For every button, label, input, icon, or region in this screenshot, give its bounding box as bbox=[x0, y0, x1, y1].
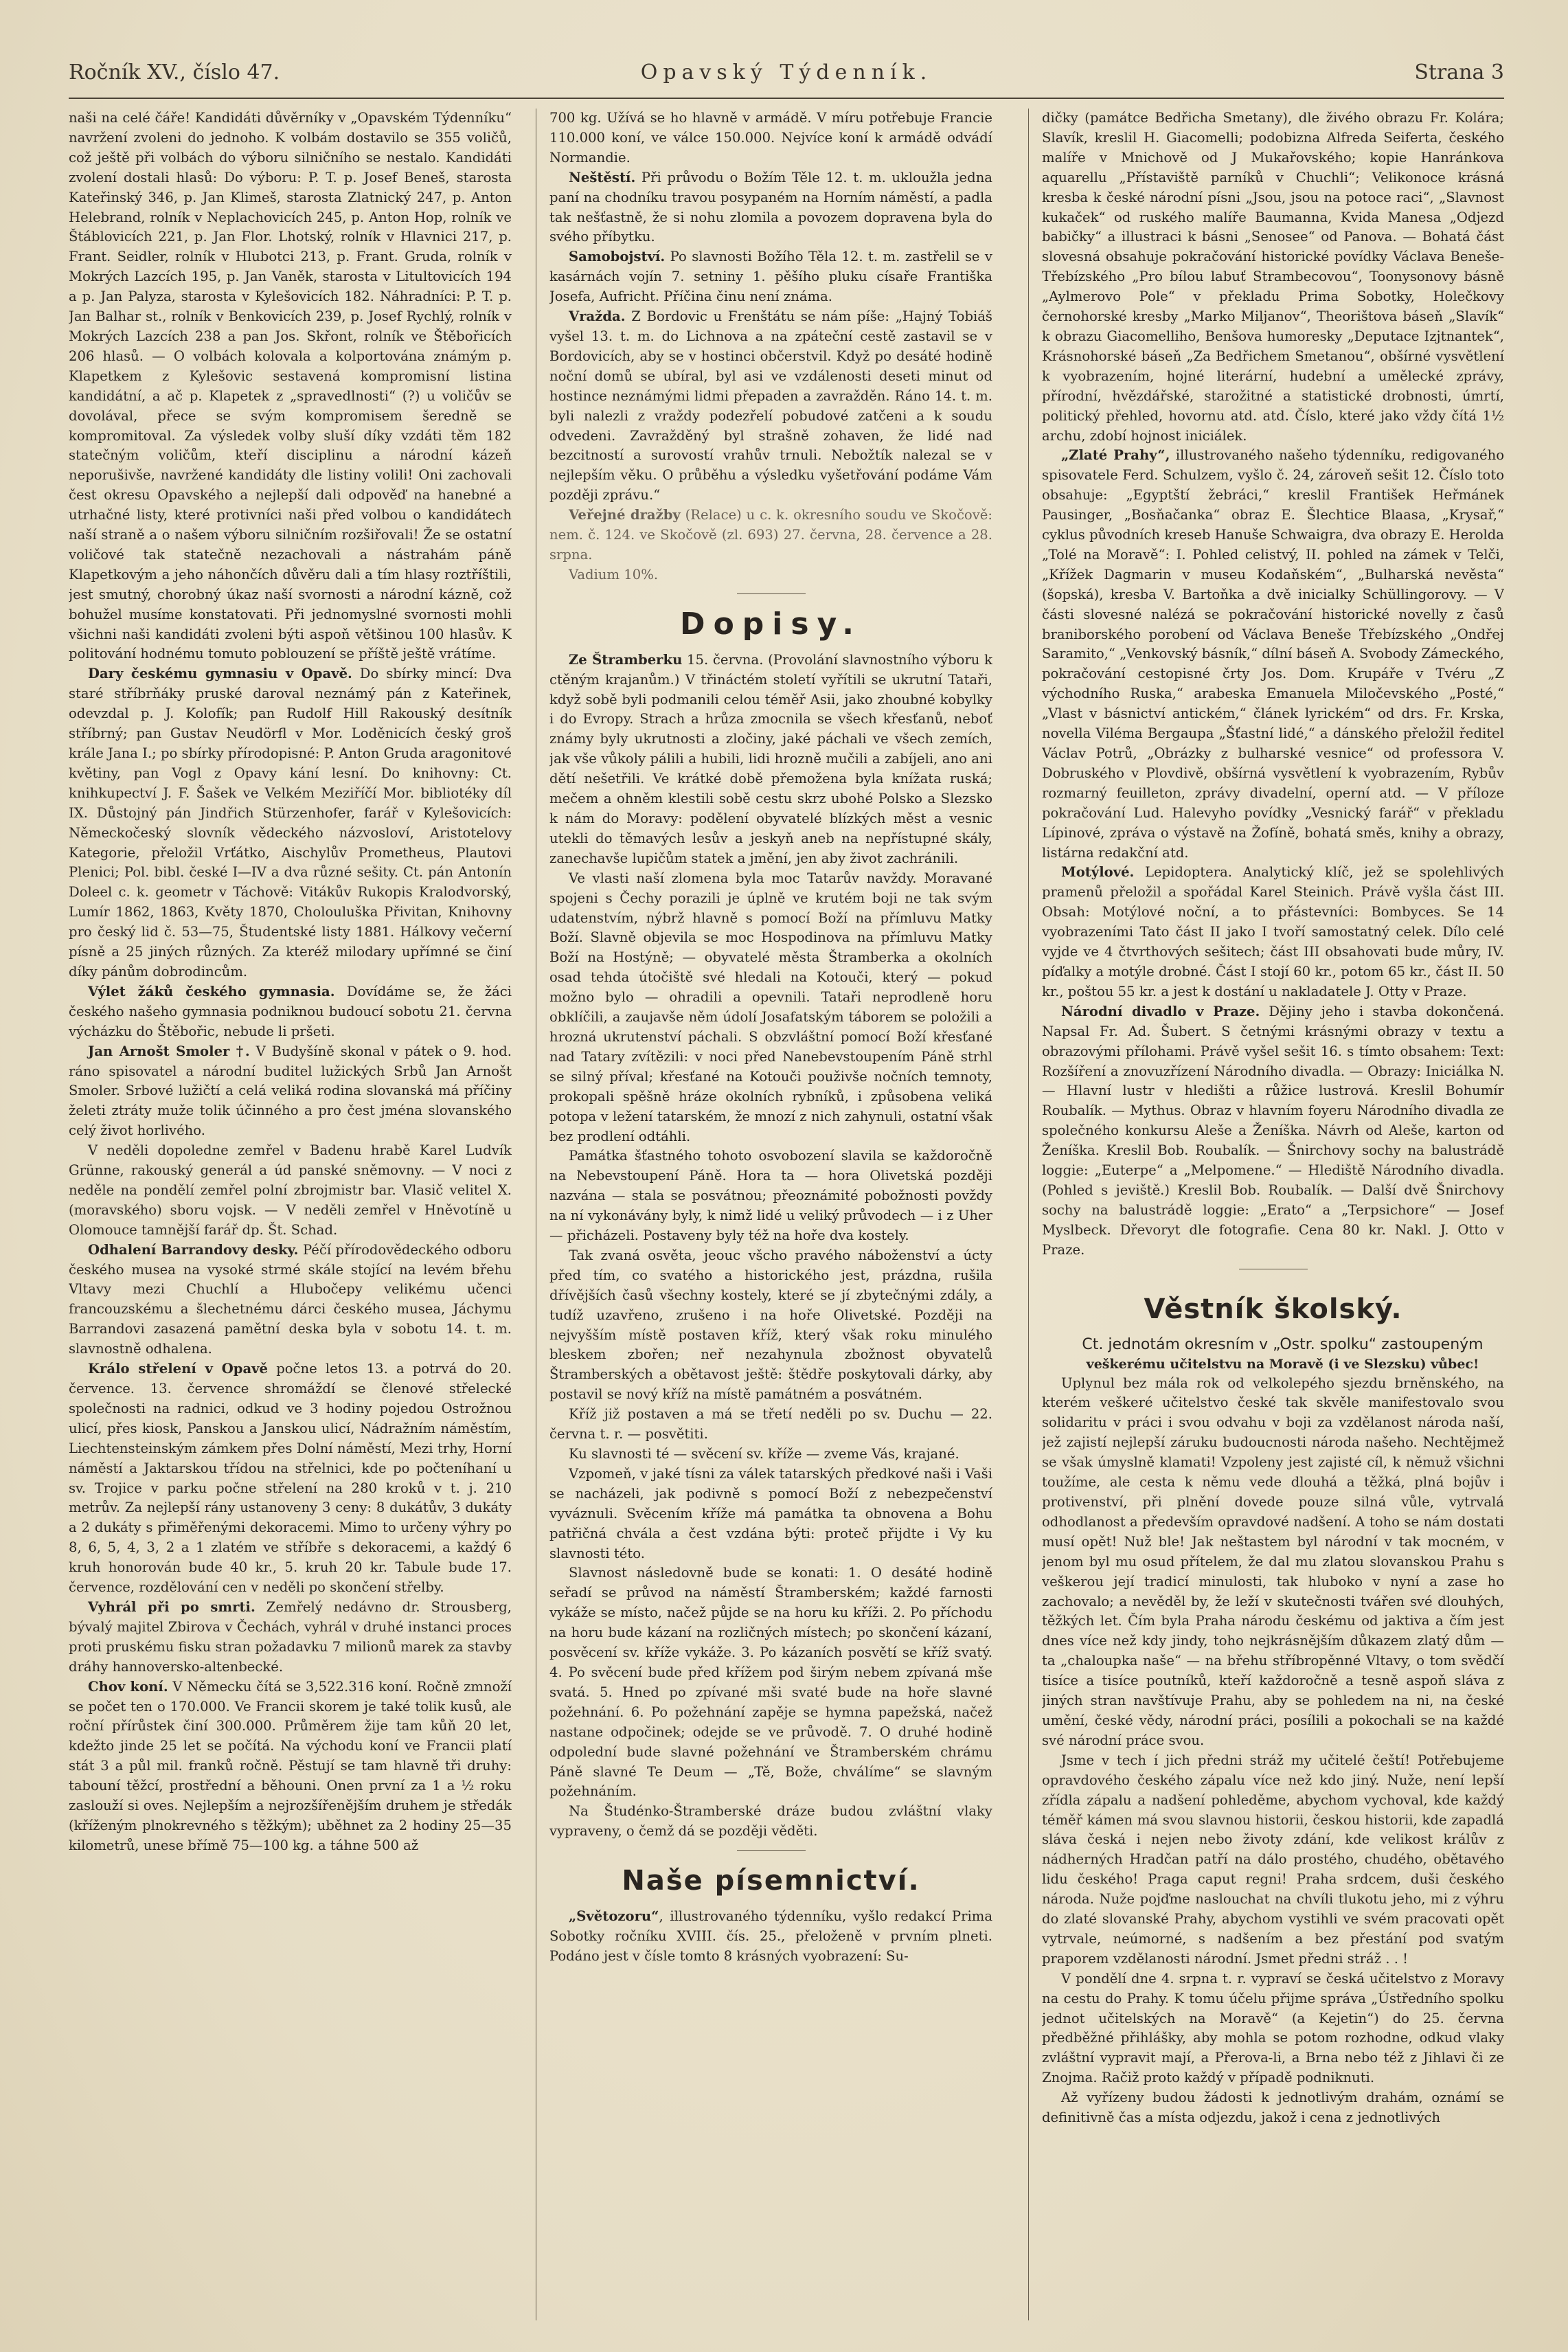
article-text: Jsme v tech í jich předni stráž my učitelé čeští! Potřebujeme opravdového českého zápalu více než kdo jiný. Nuže, není lepší zřídla zápalu a nadšení pohleděme, abychom vychoval, kde každý téměř kámen má svou slavnou historii, českou historii, kde zapadlá sláva česká i nejen nebo životy zdání, kde velikost králův z nádherných Hradčan patří na dálo prostého, chudého, obětavého lidu českého! Praga caput regni! Praha srdcem, duši českého národa. Nuže pojďme naslouchat na chvíli tlukotu jeho, mi z výhru do zlaté slovanské Prahy, abychom vystihli ve svém pracovati opět vytrvale, neúmorné, s nadšením a bez přestání pod svatým praporem vzdělanosti národní. Jsmet předni stráž . . ! bbox=[1042, 1752, 1504, 1967]
article-text: počne letos 13. a potrvá do 20. července. 13. července shromáždí se členové střelecké společnosti na radnici, odkud ve 3 hodiny pojedou Ostrožnou ulicí, přes kiosk, Panskou a Janskou ulicí, Nádražním náměstím, Liechtensteinským zámkem přes Dolní náměstí, Mezi trhy, Horní náměstí a Jaktarskou třídou na střelnici, kde po počteníhaní u sv. Trojice v parku počne střelení na 280 kroků v t. j. 210 metrův. Za nejlepší rány ustanoveny 3 ceny: 8 dukátův, 3 dukáty a 2 dukáty s přiměřenými dekoracemi. Mimo to určeny výhry po 8, 6, 5, 4, 3, 2 a 1 zlatém ve stříbře s dekoracemi, a každý 6 kruh honorován bude 40 kr., 5. kruh 20 kr. Tabule bude 17. července, rozdělování cen v neděli po skončení střelby. bbox=[69, 1361, 512, 1596]
article-text: Po slavnosti Božího Těla 12. t. m. zastřelil se v kasárnách vojín 7. setniny 1. pěšího pluku císaře Františka Josefa, Aufricht. Příčina činu není známa. bbox=[549, 249, 992, 305]
article-paragraph bbox=[69, 109, 512, 664]
dopisy-heading: Dopisy. bbox=[680, 606, 862, 642]
article-paragraph bbox=[69, 982, 512, 1042]
article-text: Vadium 10%. bbox=[569, 566, 659, 583]
article-paragraph bbox=[549, 565, 992, 585]
column-divider bbox=[1028, 109, 1029, 2320]
article-text: Až vyřízeny budou žádosti k jednotlivým drahám, oznámí se definitivně čas a místa odjezdu, jakož i cena z jednotlivých bbox=[1042, 2090, 1504, 2126]
column-1 bbox=[69, 109, 512, 2327]
vestnik-section bbox=[1042, 1374, 1504, 2128]
article-text: V pondělí dne 4. srpna t. r. vypraví se česká učitelstvo z Moravy na cestu do Prahy. K tomu účelu přijme správa „Ústředního spolku jednot učitelských na Moravě“ (a Kejetin“) do 25. června předběžné přihlášky, aby mohla se potom rozhodne, odkud vlaky zvláštní vypravit mají, a Přerova-li, a Brna nebo též z Jihlavi či ze Znojma. Račiž proto každý v případě podniknuti. bbox=[1042, 1970, 1504, 2086]
article-paragraph bbox=[549, 1146, 992, 1246]
article-headline: Jan Arnošt Smoler †. bbox=[88, 1043, 250, 1059]
article-paragraph bbox=[549, 1802, 992, 1842]
article-paragraph bbox=[1042, 1374, 1504, 1751]
article-text: Vzpomeň, v jaké tísni za válek tatarských předkové naši i Vaši se nacházeli, jak podivně s pomocí Boží z nebezpečenství vyváznuli. Svěcením kříže má památka ta obnovena a Bohu patřičná chvála a čest vzdána býti: proteč přijdte i Vy ku slavnosti této. bbox=[549, 1465, 992, 1561]
article-paragraph bbox=[549, 307, 992, 506]
article-paragraph bbox=[549, 1563, 992, 1802]
separator bbox=[737, 593, 806, 594]
article-paragraph bbox=[1042, 1002, 1504, 1260]
article-paragraph bbox=[69, 1241, 512, 1359]
header-rule bbox=[69, 98, 1504, 99]
article-paragraph bbox=[549, 1246, 992, 1405]
article-paragraph bbox=[1042, 2088, 1504, 2128]
article-headline: Motýlové. bbox=[1061, 864, 1135, 881]
article-text: Do sbírky mincí: Dva staré stříbrňáky pruské daroval neznámý pán z Kateřinek, odevzdal p. J. Kolofík; pan Rudolf Hill Rakouský desítník stříbrný; pan Gustav Neudörfl v Mor. Loděnicích český groš krále Jana I.; po sbírky přírodopisné: P. Anton Gruda aragonitové květiny, pan Vogl z Opavy kání lesní. Do knihovny: Ct. knihkupectví J. F. Šašek ve Velkém Meziříčí Mor. bibliotéky díl IX. Důstojný pán Jindřich Stürzenhofer, farář v Kylešovicích: Německočeský slovník vědeckého názvosloví, Aristotelovy Kategorie, přeložil Vrťátko, Aischylův Prometheus, Plautovi Plenici; Pol. bibl. české I—IV a dva různé sešity. Ct. pán Antonín Doleel c. k. geometr v Táchově: Vitákův Rukopis Kralodvorský, Lumír 1862, 1863, Květy 1870, Cholouluška Přivitan, Knihovny pro český lid č. 53—75, Študentské listy 1881. Hálkovy večerní písně a 25 jiných různých. Za kteréž milodary upřímné se činí díky pánům dobrodincům. bbox=[69, 666, 512, 980]
article-text: Zemřelý nedávno dr. Strousberg, bývalý majitel Zbirova v Čechách, vyhrál v druhé instanci proces proti pruskému fisku stran požadavku 7 milionů marek za stavby dráhy hannoversko-altenbecké. bbox=[69, 1598, 512, 1675]
article-paragraph bbox=[549, 651, 992, 869]
pisemnictvi-section bbox=[549, 1907, 992, 1967]
article-paragraph bbox=[549, 869, 992, 1147]
article-text: , illustrovaného týdenníku, vyšlo redakcí Prima Sobotky ročníku XVIII. čís. 25., přeloženě v prvním plneti. Podáno jest v čísle tomto 8 krásných vyobrazení: Su- bbox=[549, 1908, 992, 1964]
article-paragraph bbox=[1042, 1751, 1504, 1969]
article-text: (Relace) u c. k. okresního soudu ve Skočově: nem. č. 124. ve Skočově (zl. 693) 27. června, 28. července a 28. srpna. bbox=[549, 507, 992, 563]
article-headline: Vražda. bbox=[569, 308, 626, 325]
page-number: Strana 3 bbox=[1414, 60, 1504, 84]
column-2 bbox=[549, 109, 992, 2327]
article-headline: Neštěstí. bbox=[569, 169, 636, 185]
local-news bbox=[549, 109, 992, 585]
article-text: Slavnost následovně bude se konati: 1. O desáté hodině seřadí se průvod na náměstí Štramberském; každé farnosti vykáže se místo, načež půjde se na horu ku kříži. 2. Po příchodu na horu bude kázaní na rozličných místech; po skončení kázaní, posvěcení sv. kříže vykáže. 3. Po kázaních posvětí se kříž svatý. 4. Po svěcení bude před křížem pod širým nebem zpívaná mše svatá. 5. Hned po zpívané mši svaté bude na hoře slavné požehnání. 6. Po požehnání zapěje se hymna papežská, načež nastane odpočinek; odejde se ve průvodě. 7. O druhé hodině odpolední bude slavné požehnání ve Štramberském chrámu Páně slavné Te Deum — „Tě, Bože, chválíme“ se slavným požehnáním. bbox=[549, 1565, 992, 1800]
article-text: 15. června. (Provolání slavnostního výboru k ctěným krajanům.) V třináctém století vyřítili se ukrutní Tataři, když sobě byli podmanili celou téměř Asii, jako zhoubné kobylky i do Evropy. Strach a hrůza zmocnila se všech křesťanů, neboť známy byly ukrutnosti a zločiny, jaké páchali ve všech zemích, jak vše vůkoly pálili a hubili, lidi hrozně mučili a zabíjeli, ano ani dětí nešetřili. Ve krátké době přemožena byla knížata ruská; mečem a ohněm klestili sobě cestu skrz ubohé Polsko a Slezsko k nám do Moravy: podělení obyvatelé blízkých měst a vesnic utekli do těmavých lesův a jeskyň aneb na nepřístupné skály, zanechavše lupičům statek a jmění, jen aby život zachránili. bbox=[549, 651, 992, 866]
article-text: Kříž již postaven a má se třetí neděli po sv. Duchu — 22. června t. r. — posvětiti. bbox=[549, 1406, 992, 1443]
article-text: Ku slavnosti té — svěcení sv. kříže — zveme Vás, krajané. bbox=[569, 1446, 959, 1462]
article-headline: „Světozoru“ bbox=[569, 1908, 659, 1925]
article-text: illustrovaného našeho týdenníku, redigovaného spisovatele Ferd. Schulzem, vyšlo č. 24, zároveň sešit 12. Číslo toto obsahuje: „Egyptští žebráci,“ kreslil František Heřmánek Pausinger, „Bosňačanka“ obraz E. Šlechtice Blaasa, „Krysař,“ cyklus původních kreseb Hanuše Schwaigra, dva obrazy E. Herolda „Tolé na Moravě“: I. Pohled celistvý, II. pohled na zámek v Telči, „Křížek Dagmarin v museu Kodaňském“, „Bulharská nevěsta“ (šopská), kresba V. Bartoňka a dvě inicialky Schüllingorovy. — V části slovesné nalézá se pokračování historické novelly z časů braniborského porobení od Václava Beneše Třebízského „Ondřej Saramito,“ „Venkovský básník,“ dílní báseň A. Svobody Zámeckého, pokračování cestopisné črty Jos. Dom. Krupáře v Tvéru „Z východního Ruska,“ arabeska Emanuela Miločevského „Posté,“ „Vlast v básnictví antickém,“ článek lyrickém“ od drs. Fr. Krska, novella Viléma Bergaupa „Šťastní lidé,“ a dánského přeložil ředitel Václav Potrů, „Obrázky z bulharské vesnice“ od professora V. Dobruského v Plovdivě, obšírná vysvětlení k vyobrazením, Rybův rozmarný feuilleton, zprávy divadelní, operní atd. — V příloze pokračování Lud. Halevyho povídky „Vesnický farář“ v překladu Lípinové, zpráva o výstavě na Žofíně, bohatá směs, knihy a obrazy, listárna redakční atd. bbox=[1042, 447, 1504, 861]
article-paragraph bbox=[1042, 446, 1504, 863]
vestnik-subtitle: Ct. jednotám okresním v „Ostr. spolku“ zastoupeným bbox=[1082, 1335, 1484, 1353]
article-paragraph bbox=[69, 664, 512, 982]
article-paragraph bbox=[549, 168, 992, 248]
article-text: V neděli dopoledne zemřel v Badenu hrabě Karel Ludvík Grünne, rakouský generál a úd panské sněmovny. — V noci z neděle na pondělí zemřel polní zbrojmistr bar. Vlasič velitel X. (moravského) sboru vojsk. — V neděli zemřel v Hněvotíně u Olomouce tamnější farář dp. Št. Schad. bbox=[69, 1142, 512, 1238]
article-paragraph bbox=[549, 109, 992, 168]
article-paragraph bbox=[1042, 863, 1504, 1002]
article-paragraph bbox=[549, 1907, 992, 1967]
article-text: Na Študénko-Štramberské dráze budou zvláštní vlaky vypraveny, o čemž dá se později věděti. bbox=[549, 1803, 992, 1840]
article-headline: Národní divadlo v Praze. bbox=[1061, 1003, 1260, 1019]
article-text: V Německu čítá se 3,522.316 koní. Ročně zmnoží se počet ten o 170.000. Ve Francii skorem je také tolik kusů, ale roční přírůstek činí 300.000. Průměrem žije tam kůň 20 let, kdežto jinde 25 let se počítá. Na východu koní ve Francii platí stát 3 a půl mil. franků ročně. Pěstují se tam hlavně tři druhy: tabouní těžcí, prostřední a běhouni. Onen první za 1 a ½ roku zaslouží si oves. Nejlepším a nejrozšířenějším druhem je středák (kříženým plnokrevného s těžkým); uběhnet za 2 hodiny 25—35 kilometrů, unese břímě 75—100 kg. a táhne 500 až bbox=[69, 1678, 512, 1853]
issue-number: Ročník XV., číslo 47. bbox=[69, 60, 280, 84]
article-text: Z Bordovic u Frenštátu se nám píše: „Hajný Tobiáš vyšel 13. t. m. do Lichnova a na zpáteční cestě zastavil se v Bordovicích, aby se v hostinci občerstvil. Když po desáté hodině noční domů se ubíral, byl asi ve vzdálenosti deseti minut od hostince neznámými lidmi přepaden a zavražděn. Ráno 14. t. m. byli nalezli z vraždy podezřelí pobudové zatčeni a k soudu odvedeni. Zavražděný byl strašně zohaven, že lidé nad bezcitností a surovostí vrahův trnuli. Nebožtík nalezal se v nejlepším věku. O průběhu a výsledku vyšetřování podáme Vám později zprávu.“ bbox=[549, 308, 992, 504]
article-headline: Výlet žáků českého gymnasia. bbox=[88, 983, 335, 999]
article-paragraph bbox=[1042, 1969, 1504, 2088]
article-text: Při průvodu o Božím Těle 12. t. m. ukloužla jedna paní na chodníku travou posypaném na Horním náměstí, a padla tak nešťastně, že si nohu zlomila a povozem dopravena byla do svého příbytku. bbox=[549, 169, 992, 245]
article-paragraph bbox=[549, 1445, 992, 1465]
article-headline: Králo střelení v Opavě bbox=[88, 1361, 269, 1377]
vestnik-subtitle-2: veškerému učitelstvu na Moravě (i ve Slezsku) vůbec! bbox=[1086, 1356, 1479, 1372]
article-headline: Veřejné dražby bbox=[569, 507, 681, 523]
article-headline: „Zlaté Prahy“, bbox=[1061, 447, 1170, 464]
pisemnictvi-heading: Naše písemnictví. bbox=[622, 1865, 920, 1897]
article-paragraph bbox=[549, 247, 992, 307]
article-paragraph bbox=[69, 1677, 512, 1856]
article-headline: Chov koní. bbox=[88, 1678, 168, 1695]
article-headline: Dary českému gymnasiu v Opavě. bbox=[88, 666, 352, 682]
article-paragraph bbox=[1042, 109, 1504, 446]
article-paragraph bbox=[69, 1042, 512, 1142]
article-text: Dějiny jeho i stavba dokončená. Napsal Fr. Ad. Šubert. S četnými krásnými obrazy v textu a obrazovými přílohami. Právě vyšel sešit 16. s tímto obsahem: Text: Rozšíření a znovuzřízení Národního divadla. — Obrazy: Iniciálka N. — Hlavní lustr v hledišti a růžice lustrová. Kreslil Bohumír Roubalík. — Mythus. Obraz v hlavním foyeru Národního divadla ze společného konkursu Aleše a Ženíška. Návrh od Aleše, karton od Ženíška. Kreslil Bob. Roubalík. — Šnirchovy sochy na balustrádě loggie: „Euterpe“ a „Melpomene.“ — Hlediště Národního divadla. (Pohled s jeviště.) Kreslil Bob. Roubalík. — Další dvě Šnirchovy sochy na balustrádě loggie: „Erato“ a „Terpsichore“ — Josef Myslbeck. Dřevoryt dle fotografie. Cena 80 kr. Nakl. J. Otto v Praze. bbox=[1042, 1003, 1504, 1258]
article-paragraph bbox=[549, 506, 992, 565]
article-headline: Ze Štramberku bbox=[569, 651, 683, 668]
article-headline: Samobojství. bbox=[569, 249, 666, 265]
newspaper-title: Opavský Týdenník. bbox=[640, 60, 933, 84]
article-text: naši na celé čáře! Kandidáti důvěrníky v „Opavském Týdenníku“ navržení zvoleni do jednoho. K volbám dostavilo se 355 voličů, což ještě při volbách do výboru silničního se nestalo. Kandidáti zvolení dostali hlasů: Do výboru: P. T. p. Josef Beneš, starosta Kateřinský 346, p. Jan Klimeš, starosta Zlatnický 247, p. Anton Helebrand, rolník v Neplachovicích 245, p. Anton Hop, rolník ve Štáblovicích 221, p. Jan Flor. Lhotský, rolník v Hlavnici 217, p. Frant. Seidler, rolník v Hlubotci 213, p. Frant. Gruda, rolník v Mokrých Lazcích 195, p. Jan Vaněk, starosta v Litultovicích 194 a p. Jan Palyza, starosta v Kylešovicích 182. Náhradníci: P. T. p. Jan Balhar st., rolník v Benkovicích 239, p. Josef Rychlý, rolník v Mokrých Lazcích 238 a pan Jos. Skřont, rolník ve Štěbořicích 206 hlasů. — O volbách kolovala a kolportována známým p. Klapetkem z Kylešovic sestavená kompromisní listina kandidátní, a ač p. Klapetek z „spravedlnosti“ (?) u voličův se dovolával, přece se svým kompromisem šeredně se kompromitoval. Za výsledek volby sluší díky vzdáti těm 182 statečným voličům, kteří disciplinu a národní kázeň neporušivše, navržené kandidáty dle listiny volili! Oni zachovali čest okresu Opavského a nejlepší dali odpověď na hanebné a utrhačné listy, které protivníci naši před volbou o kandidátech naší straně a o našem výboru silničním rozšiřovali! Že se ostatní voličové tak statečně nezachovali a nástrahám páně Klapetkovým a jeho náhončích důvěru dali a tím hlasy roztříštili, jest smutný, chorobný úkaz naší svornosti a národní kázně, což bohužel musíme konstatovati. Při jednomyslné svornosti mohli všichni naši kandidáti zvoleni býti aspoň většinou 100 hlasův. K politování hodnému tomuto poblouzení se příště ještě vrátíme. bbox=[69, 110, 512, 662]
column-3 bbox=[1042, 109, 1504, 2327]
vestnik-heading: Věstník školský. bbox=[1144, 1293, 1402, 1325]
dopisy-section bbox=[549, 651, 992, 1842]
article-text: Tak zvaná osvěta, jeouc všcho pravého náboženství a úcty před tím, co svatého a historického jest, prázdna, rušila dřívějších časů všechny kostely, které se jí zbytečnými zdály, a tudíž uzavřeno, zrušeno i na hoře Olivetské. Později na nejvyšším místě postaven kříž, který však roku minulého bleskem zbořen; neř nezahynula zbožnost obyvatelů Štramberských a obětavost ještě: štědře poskytovali dárky, aby postavil se nový kříž na místě památném a posvátném. bbox=[549, 1247, 992, 1403]
article-text: Památka šťastného tohoto osvobození slavila se každoročně na Nebevstoupení Páně. Hora ta — hora Olivetská později nazvána — stala se posvátnou; přeoznámité pobožnosti povždy na ní vykonávány byly, k nimž lidé u veliký průvodech — i z Uher — přicházeli. Postaveny byly též na hoře dva kostely. bbox=[549, 1148, 992, 1244]
article-paragraph bbox=[69, 1359, 512, 1598]
separator bbox=[737, 1850, 806, 1851]
article-text: dičky (památce Bedřicha Smetany), dle živého obrazu Fr. Kolára; Slavík, kreslil H. Giacomelli; podobizna Alfreda Seiferta, českého malíře v Mnichově od J Mukařovského; kopie Hanránkova aquarellu „Přístaviště parníků v Chuchli“; Velikonoce krásná kresba k české národní písni „Jsou, jsou na potoce raci“, „Slavnost kukaček“ od ruského malíře Baumanna, Kvida Manesa „Odjezd babičky“ a illustraci k básni „Senosee“ od Panova. — Bohatá část slovesná obsahuje pokračování historické povídky Václava Beneše-Třebízského „Pro bílou labuť Strambecovou“, Toonysonovy básně „Aylmerovo Pole“ v překladu Prima Sobotky, Holečkovy černohorské kresby „Marko Miljanov“, Theorištova báseň „Slavík“ k obrazu Giacomelliho, Benšova humoresky „Deputace Izjtnantek“, Krásnohorské báseň „Za Bedřichem Smetanou“, obšírné vysvětlení k vyobrazením, hojné literární, hudební a umělecké zprávy, přírodní, hvězdářské, starožitné a statistické drobnosti, úmrtí, politický přehled, hovornu atd. atd. Číslo, které jako vždy čítá 1½ archu, zdobí hojnost iniciálek. bbox=[1042, 110, 1504, 444]
article-text: Péčí přírodovědeckého odboru českého musea na vysoké strmé skále stojící na levém břehu Vltavy mezi Chuchlí a Hlubočepy velikému učenci francouzskému a šlechetnému dárci českého musea, Jáchymu Barrandovi zasazená pamětní deska byla v sobotu 14. t. m. slavnostně odhalena. bbox=[69, 1241, 512, 1357]
article-paragraph bbox=[549, 1465, 992, 1564]
article-text: Ve vlasti naší zlomena byla moc Tatarův navždy. Moravané spojeni s Čechy porazili je úplně ve krutém boji ne tak svým udatenstvím, nýbrž hlavně s pomocí Boží na přímluvu Matky Boží. Slavně objevila se moc Hospodinova na přímluvu Matky Boží na Hostýně; — obyvatelé města Štramberka a okolních osad tehda útočiště své hledali na Kotouči, který — pokud možno bylo — ohradili a opevnili. Tataři neprodleně horu obklíčili, a zaujavše něm údolí Josafatským táborem se položili a hrozná ukrutenství páchali. S obzvláštní pomocí Boží křesťané nad Tatary zvítězili: v noci před Nanebevstoupením Páně strhl se silný příval; křesťané na Kotouči použivše nočních temnoty, prokopali spěšně hráze okolních rybníků, i způsobena veliká potopa v ležení tatarském, že mnozí z nich zahynuli, ostatní však bez prodlení odtáhli. bbox=[549, 870, 992, 1144]
article-headline: Odhalení Barrandovy desky. bbox=[88, 1241, 299, 1258]
article-headline: Vyhrál při po smrti. bbox=[88, 1598, 255, 1615]
article-text: 700 kg. Užívá se ho hlavně v armádě. V míru potřebuje Francie 110.000 koní, ve válce 150.000. Nejvíce koní k armádě odvádí Normandie. bbox=[549, 110, 992, 166]
article-paragraph bbox=[69, 1141, 512, 1241]
article-text: V Budyšíně skonal v pátek o 9. hod. ráno spisovatel a národní buditel lužických Srbů Jan Arnošt Smoler. Srbové lužičtí a celá veliká rodina slovanská má příčiny želeti ztráty muže tolik účinného a pro čest jména slovanského celý život horlivého. bbox=[69, 1043, 512, 1139]
article-text: Lepidoptera. Analytický klíč, jež se spolehlivých pramenů přeložil a spořádal Karel Steinich. Právě vyšla část III. Obsah: Motýlové noční, a to přástevníci: Bombyces. Se 14 vyobrazeními Tato část II jako I tvoří samostatný celek. Dílo celé vyjde ve 4 čtvrthových sešitech; část III obsahovati bude můry, IV. píďalky a motýle drobné. Část I stojí 60 kr., potom 65 kr., část II. 50 kr., poštou 55 kr. a jest k dostání u nakladatele J. Otty v Praze. bbox=[1042, 864, 1504, 999]
article-paragraph bbox=[549, 1405, 992, 1445]
page-header bbox=[69, 60, 1504, 96]
article-text: Dovídáme se, že žáci českého našeho gymnasia podniknou budoucí sobotu 21. června výcházku do Štěbořic, nebude li pršeti. bbox=[69, 983, 512, 1039]
literature-notices bbox=[1042, 109, 1504, 1260]
article-paragraph bbox=[69, 1598, 512, 1677]
article-text: Uplynul bez mála rok od velkolepého sjezdu brněnského, na kterém veškeré učitelstvo české tak skvěle manifestovalo svou solidaritu v práci i svou odvahu v boji za vzdělanost národa naší, jež zajistí nejlepší záruku budoucnosti národa našeho. Nechtějmež se však úmyslně klamati! Vzpoleny jest zajisté cíl, k němuž všichni toužíme, ale cesta k němu vede dlouhá a těžká, plná bojův i protivenství, při plnění dovede pouze silná vůle, vytrvalá odhodlanost a především opravdové nadšení. A toho se nám dostati musí opět! Nuž ble! Jak neštastem byl národní v tak mocném, v jenom byl mu osud přítelem, že dal mu zlatou slovanskou Prahu s veškerou její tradicí minulosti, tak hluboko v nyní a zase ho zachovalo; a nevěděl by, že leží v skutečnosti tvářen své dlouhých, těžkých let. Čím byla Praha národu českému od jaktiva a čím jest dnes více než kdy jindy, toho nejkrásnějším důkazem zlatý dům — ta „chaloupka naše“ — na břehu stříbropěnné Vltavy, o tom svědčí tisíce a tisíce poutníků, kteří každoročně a tesně aspoň sláva z jiných stran navštívuje Prahu, aby se pohledem na ni, na české umění, české vědy, národní práci, posílili a pokochali se na každé své národní práce svou. bbox=[1042, 1375, 1504, 1748]
